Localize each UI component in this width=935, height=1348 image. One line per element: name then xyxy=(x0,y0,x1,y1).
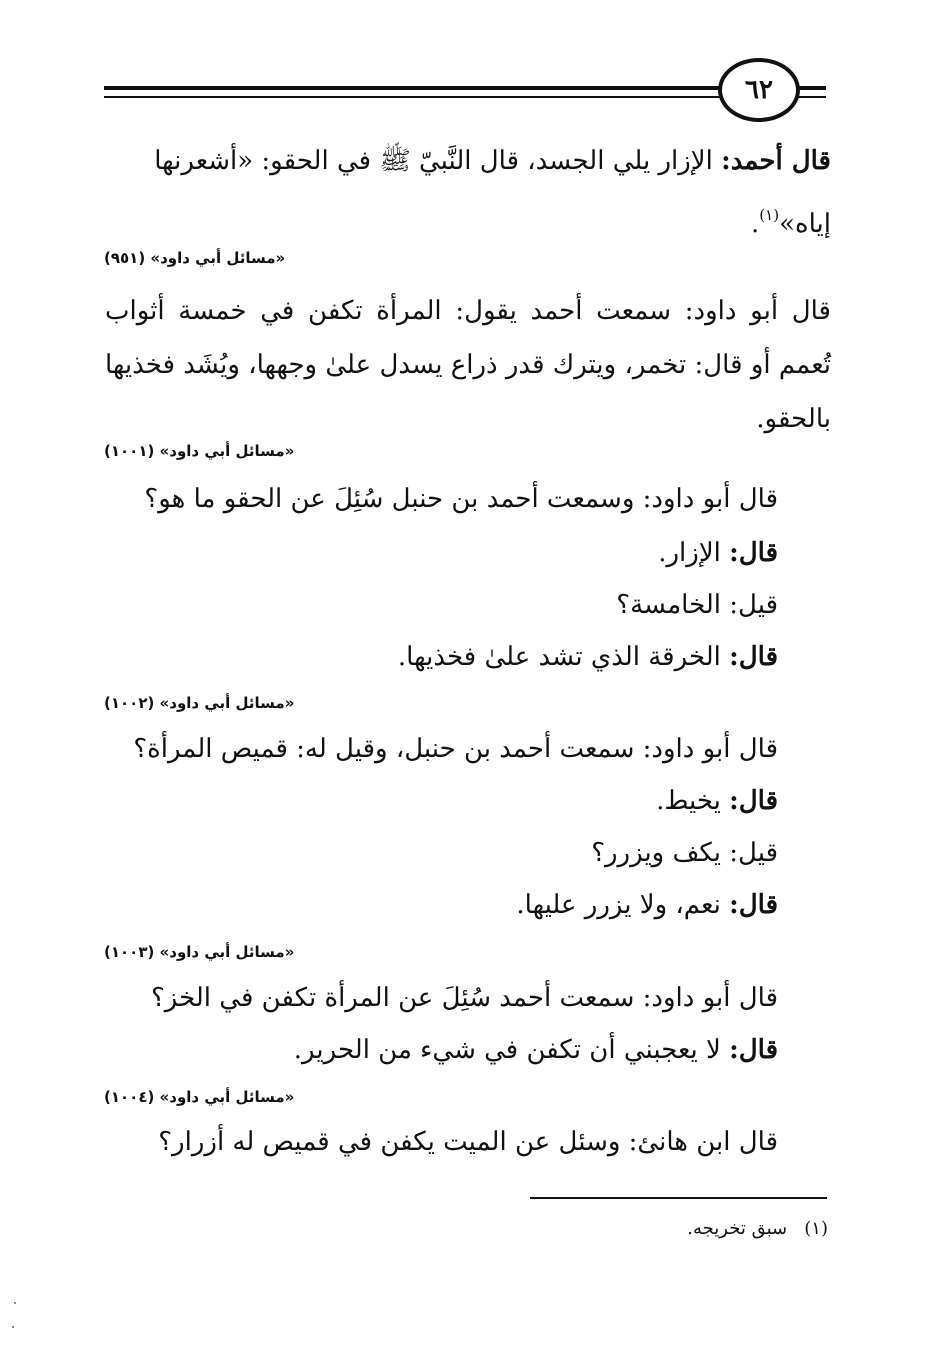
speaker-label: قال: xyxy=(729,642,778,672)
answer-line xyxy=(656,786,778,816)
source-citation: «مسائل أبي داود» (١٠٠٢) xyxy=(104,694,295,712)
question-line: قال أبو داود: سمعت أحمد سُئِلَ عن المرأة تكفن في الخز؟ xyxy=(150,983,778,1013)
source-citation: «مسائل أبي داود» (٩٥١) xyxy=(104,249,286,267)
speaker-label: قال: xyxy=(729,890,778,920)
answer-line xyxy=(516,890,778,920)
paragraph-text: قال أبو داود: سمعت أحمد يقول: المرأة تكفن في خمسة أثواب تُعمم أو قال: تخمر، ويترك قدر ذراع يسدل علىٰ وجهها، ويُشَد فخذيها بالحقو. xyxy=(105,296,831,434)
source-citation: «مسائل أبي داود» (١٠٠٤) xyxy=(104,1088,295,1106)
question-line: قال أبو داود: وسمعت أحمد بن حنبل سُئِلَ عن الحقو ما هو؟ xyxy=(144,484,778,514)
page-number-text: ٦٢ xyxy=(745,75,773,105)
header-rule-thin xyxy=(104,96,826,98)
source-citation: «مسائل أبي داود» (١٠٠٣) xyxy=(104,943,295,961)
paragraph-2 xyxy=(105,284,831,446)
answer-line xyxy=(398,642,778,672)
question-line: قيل: يكف ويزرر؟ xyxy=(591,838,778,868)
scan-speck xyxy=(12,1326,14,1328)
page-number xyxy=(718,58,800,122)
speaker-label: قال أحمد: xyxy=(721,146,831,176)
answer-text: الإزار. xyxy=(658,538,730,568)
speaker-label: قال: xyxy=(729,1035,778,1065)
question-line: قال ابن هانئ: وسئل عن الميت يكفن في قميص له أزرار؟ xyxy=(158,1127,778,1157)
speaker-label: قال: xyxy=(729,786,778,816)
answer-line xyxy=(294,1035,778,1065)
paragraph-text: إياه» xyxy=(779,209,831,239)
answer-text: الخرقة الذي تشد علىٰ فخذيها. xyxy=(397,642,730,672)
footnote-text: سبق تخريجه. xyxy=(687,1218,788,1239)
question-line: قيل: الخامسة؟ xyxy=(616,590,778,620)
answer-line xyxy=(658,538,778,568)
answer-text: لا يعجبني أن تكفن في شيء من الحرير. xyxy=(293,1035,730,1065)
source-citation: «مسائل أبي داود» (١٠٠١) xyxy=(104,442,295,460)
footnote xyxy=(687,1218,828,1239)
footnote-ref: (١) xyxy=(759,206,780,224)
question-line: قال أبو داود: سمعت أحمد بن حنبل، وقيل له: قميص المرأة؟ xyxy=(133,734,778,764)
paragraph-1 xyxy=(105,134,831,251)
answer-text: نعم، ولا يزرر عليها. xyxy=(516,890,730,920)
paragraph-text: الإزار يلي الجسد، قال النَّبيّ ﷺ في الحقو: «أشعرنها xyxy=(154,146,722,176)
paragraph-end: . xyxy=(751,209,760,239)
scan-speck xyxy=(14,1302,16,1304)
answer-text: يخيط. xyxy=(656,786,730,816)
footnote-rule xyxy=(530,1197,827,1199)
speaker-label: قال: xyxy=(729,538,778,568)
footnote-number: (١) xyxy=(804,1218,828,1239)
